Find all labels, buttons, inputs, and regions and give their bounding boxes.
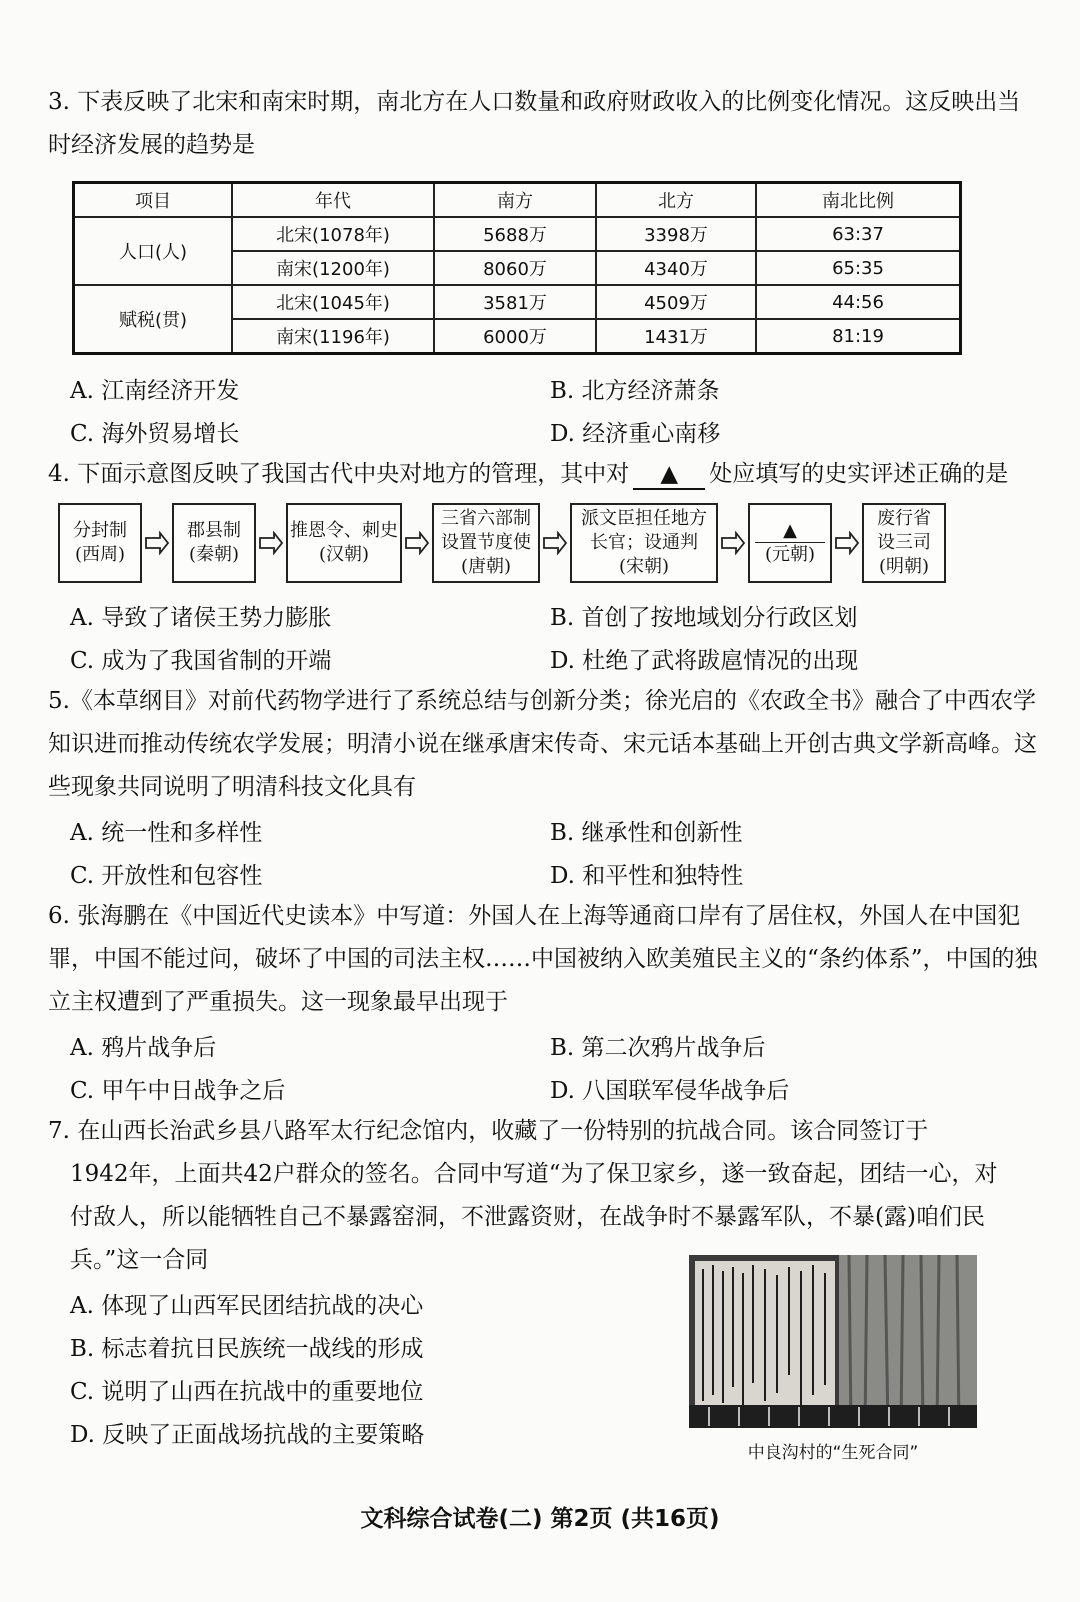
question-4 [48,453,1038,496]
table-header: 项目 [74,183,233,218]
flow-box-label: 推恩令、刺史 [290,520,398,541]
table-group-cell: 人口(人) [74,217,233,285]
table-header: 南北比例 [756,183,961,218]
flow-box-label: 废行省 [877,508,931,529]
option-c[interactable]: C. 成为了我国省制的开端 [70,648,332,674]
option-d[interactable]: D. 和平性和独特性 [550,863,744,889]
flow-box-dynasty: (宋朝) [618,556,670,577]
flow-box-label: 设置节度使 [441,532,531,553]
question-7-line: 兵。”这一合同 [70,1247,209,1273]
option-d[interactable]: D. 杜绝了武将跋扈情况的出现 [550,648,859,674]
table-cell: 4340万 [596,251,756,285]
flow-box-label: 长官；设通判 [590,532,698,553]
table-cell: 63:37 [756,217,961,251]
table-row [74,217,961,251]
table-cell: 5688万 [434,217,596,251]
table-header: 南方 [434,183,596,218]
flow-box-dynasty: (元朝) [764,543,816,565]
table-row [74,285,961,319]
double-arrow-icon [258,531,284,555]
question-7-line: 1942年，上面共42户群众的签名。合同中写道“为了保卫家乡，遂一致奋起，团结一心，对 [70,1161,998,1187]
flow-box-dynasty: (汉朝) [318,544,370,565]
question-5-options [70,809,1030,895]
table-cell: 南宋(1200年) [232,251,434,285]
flow-box-dynasty: (明朝) [878,556,930,577]
double-arrow-icon [720,531,746,555]
double-arrow-icon [404,531,430,555]
option-c[interactable]: C. 甲午中日战争之后 [70,1078,286,1104]
option-a[interactable]: A. 江南经济开发 [70,378,240,404]
flow-box-dynasty: (唐朝) [460,556,512,577]
question-6-text: 6. 张海鹏在《中国近代史读本》中写道：外国人在上海等通商口岸有了居住权，外国人在中国犯罪，中国不能过问，破坏了中国的司法主权……中国被纳入欧美殖民主义的“条约体系”，中国的独立主权遭到了严重损失。这一现象最早出现于 [48,903,1038,1015]
option-d[interactable]: D. 八国联军侵华战争后 [550,1078,790,1104]
flow-box-han [286,503,402,583]
table-cell: 1431万 [596,319,756,354]
flow-box-label: 三省六部制 [441,508,531,529]
table-cell: 4509万 [596,285,756,319]
double-arrow-icon [542,531,568,555]
flow-box-dynasty: (秦朝) [188,544,240,565]
flow-box-dynasty: (西周) [74,544,126,565]
table-cell: 6000万 [434,319,596,354]
table-header: 年代 [232,183,434,218]
option-a[interactable]: A. 体现了山西军民团结抗战的决心 [70,1293,424,1319]
option-a[interactable]: A. 统一性和多样性 [70,820,263,846]
flow-box-song [570,503,718,583]
photo-caption: 中良沟村的“生死合同” [747,1443,919,1463]
option-b[interactable]: B. 标志着抗日民族统一战线的形成 [70,1336,424,1362]
flow-box-label: 设三司 [877,532,931,553]
option-d[interactable]: D. 反映了正面战场抗战的主要策略 [70,1422,425,1448]
option-a[interactable]: A. 导致了诸侯王势力膨胀 [70,605,332,631]
option-b[interactable]: B. 首创了按地域划分行政区划 [550,605,858,631]
table-cell: 北宋(1045年) [232,285,434,319]
option-b[interactable]: B. 继承性和创新性 [550,820,743,846]
question-6 [48,895,1038,1024]
table-cell: 3398万 [596,217,756,251]
option-c[interactable]: C. 海外贸易增长 [70,421,240,447]
flow-box-label: 分封制 [73,520,127,541]
flow-box-yuan [748,503,832,583]
table-cell: 北宋(1078年) [232,217,434,251]
question-3 [48,81,1038,167]
contract-photo-image [689,1255,977,1428]
question-5 [48,680,1038,809]
flow-box-ming [862,503,946,583]
table-group-cell: 赋税(贯) [74,285,233,354]
question-4-options [70,594,1030,680]
question-7-options [70,1282,670,1454]
option-c[interactable]: C. 开放性和包容性 [70,863,263,889]
table-cell: 65:35 [756,251,961,285]
question-4-text-after: 处应填写的史实评述正确的是 [709,461,1009,487]
option-c[interactable]: C. 说明了山西在抗战中的重要地位 [70,1379,424,1405]
double-arrow-icon [834,531,860,555]
table-header: 北方 [596,183,756,218]
answer-blank: ▲ [633,460,705,490]
question-6-options [70,1024,1030,1110]
contract-photo [689,1255,977,1428]
flow-box-qin [172,503,256,583]
double-arrow-icon [144,531,170,555]
table-cell: 44:56 [756,285,961,319]
question-4-text-before: 4. 下面示意图反映了我国古代中央对地方的管理，其中对 [48,461,630,487]
table-cell: 3581万 [434,285,596,319]
question-3-options [70,367,1030,453]
option-b[interactable]: B. 北方经济萧条 [550,378,720,404]
table-header-row [74,183,961,218]
question-5-text: 5.《本草纲目》对前代药物学进行了系统总结与创新分类；徐光启的《农政全书》融合了中西农学知识进而推动传统农学发展；明清小说在继承唐宋传奇、宋元话本基础上开创古典文学新高峰。这些现象共同说明了明清科技文化具有 [48,688,1037,800]
flow-box-blank-marker: ▲ [755,520,825,543]
table-cell: 81:19 [756,319,961,354]
question-7-line: 付敌人，所以能牺牲自己不暴露窑洞，不泄露资财，在战争时不暴露军队，不暴(露)咱们民 [70,1204,985,1230]
option-a[interactable]: A. 鸦片战争后 [70,1035,217,1061]
option-b[interactable]: B. 第二次鸦片战争后 [550,1035,766,1061]
page-footer: 文科综合试卷(二) 第2页 (共16页) [360,1506,720,1532]
flow-box-label: 郡县制 [187,520,241,541]
administration-flow-diagram [58,503,978,585]
table-cell: 8060万 [434,251,596,285]
option-d[interactable]: D. 经济重心南移 [550,421,721,447]
flow-box-label: 派文臣担任地方 [581,508,707,529]
table-cell: 南宋(1196年) [232,319,434,354]
question-3-text: 3. 下表反映了北宋和南宋时期，南北方在人口数量和政府财政收入的比例变化情况。这反映出当时经济发展的趋势是 [48,89,1021,158]
flow-box-western-zhou [58,503,142,583]
question-7-line: 7. 在山西长治武乡县八路军太行纪念馆内，收藏了一份特别的抗战合同。该合同签订于 [48,1118,929,1144]
population-tax-table [72,181,962,355]
flow-box-tang [432,503,540,583]
